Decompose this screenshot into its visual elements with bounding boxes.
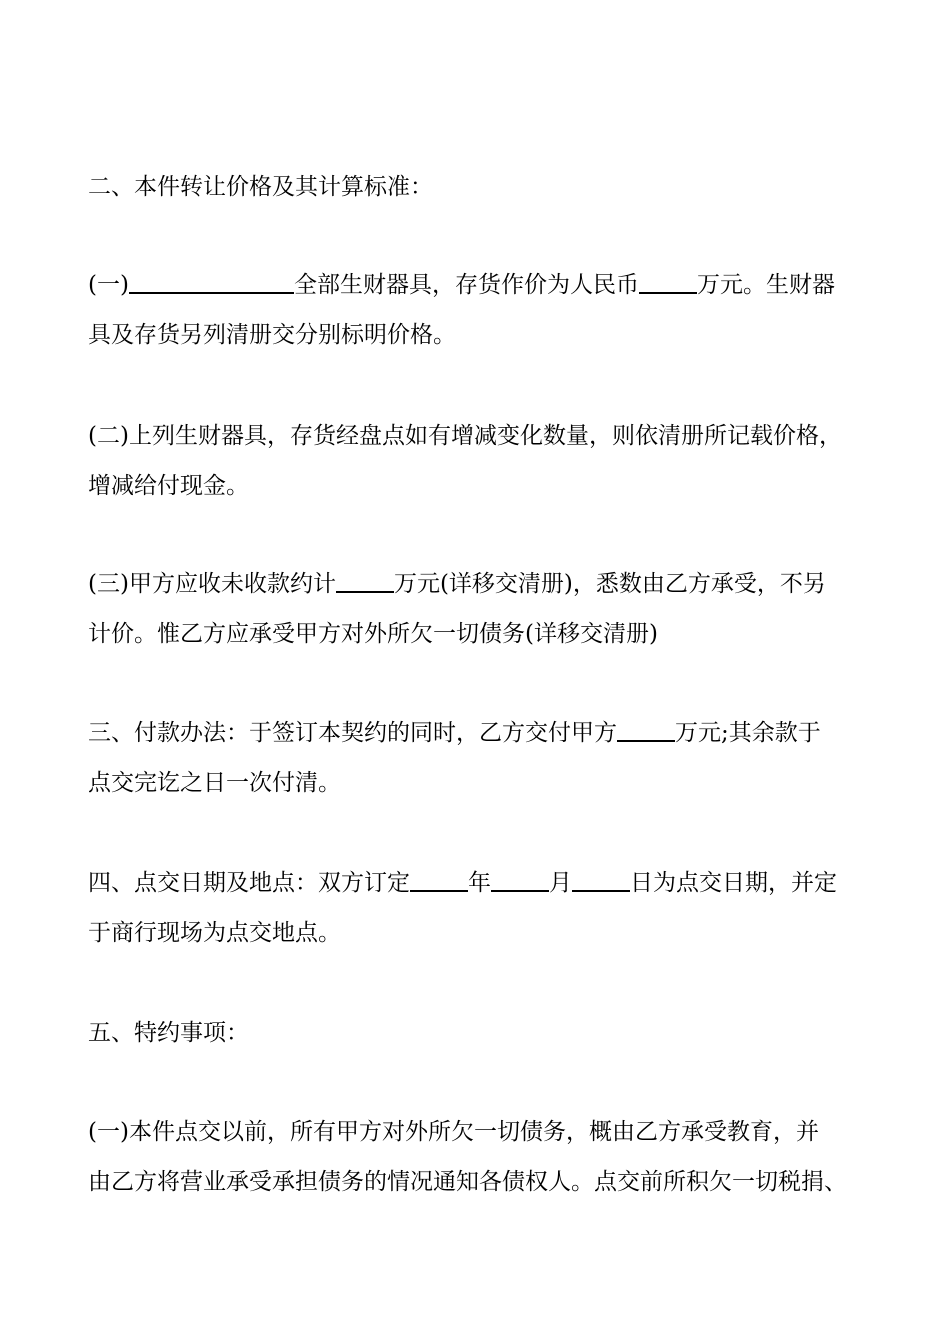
text-run: 具及存货另列清册交分别标明价格。 (88, 322, 456, 348)
text-run: 二、本件转让价格及其计算标准： (88, 174, 433, 200)
section-3 (88, 708, 888, 808)
fill-in-blank (491, 868, 549, 892)
clause-2-1 (88, 260, 888, 360)
text-line (88, 758, 888, 808)
section-5-heading (88, 1008, 888, 1058)
text-run: 于商行现场为点交地点。 (88, 920, 341, 946)
text-line (88, 1157, 888, 1207)
text-run: (三)甲方应收未收款约计 (88, 571, 336, 597)
section-4 (88, 858, 888, 958)
fill-in-blank (572, 868, 630, 892)
text-line (88, 1008, 888, 1058)
text-run: 四、点交日期及地点：双方订定 (88, 870, 410, 896)
text-line (88, 162, 888, 212)
text-line (88, 559, 888, 609)
text-line (88, 1107, 888, 1157)
text-run: 万元(详移交清册)，悉数由乙方承受，不另 (393, 571, 826, 597)
text-run: (一) (88, 272, 129, 298)
text-run: 日为点交日期，并定 (630, 870, 837, 896)
text-run: 增减给付现金。 (88, 473, 249, 499)
text-line (88, 461, 888, 511)
text-run: 万元。生财器 (696, 272, 835, 298)
text-run: (二)上列生财器具，存货经盘点如有增减变化数量，则依清册所记载价格， (88, 423, 842, 449)
text-line (88, 708, 888, 758)
text-run: 万元;其余款于 (675, 720, 821, 746)
text-run: 点交完讫之日一次付清。 (88, 770, 341, 796)
text-run: 五、特约事项： (88, 1020, 249, 1046)
clause-2-2 (88, 411, 888, 511)
section-2-heading (88, 162, 888, 212)
text-run: 三、付款办法：于签订本契约的同时，乙方交付甲方 (88, 720, 617, 746)
clause-5-1 (88, 1107, 888, 1207)
text-line (88, 260, 888, 310)
text-run: (一)本件点交以前，所有甲方对外所欠一切债务，概由乙方承受教育，并 (88, 1119, 819, 1145)
text-line (88, 609, 888, 659)
text-line (88, 858, 888, 908)
text-run: 年 (468, 870, 491, 896)
fill-in-blank (410, 868, 468, 892)
text-run: 全部生财器具，存货作价为人民币 (293, 272, 639, 298)
clause-2-3 (88, 559, 888, 659)
fill-in-blank (336, 569, 394, 593)
fill-in-blank (617, 718, 675, 742)
document-page (88, 0, 888, 1344)
fill-in-blank (639, 270, 697, 294)
text-run: 由乙方将营业承受承担债务的情况通知各债权人。点交前所积欠一切税捐、 (88, 1169, 847, 1195)
fill-in-blank (129, 270, 294, 294)
text-line (88, 908, 888, 958)
text-line (88, 310, 888, 360)
text-line (88, 411, 888, 461)
text-run: 计价。惟乙方应承受甲方对外所欠一切债务(详移交清册) (88, 621, 658, 647)
text-run: 月 (549, 870, 572, 896)
